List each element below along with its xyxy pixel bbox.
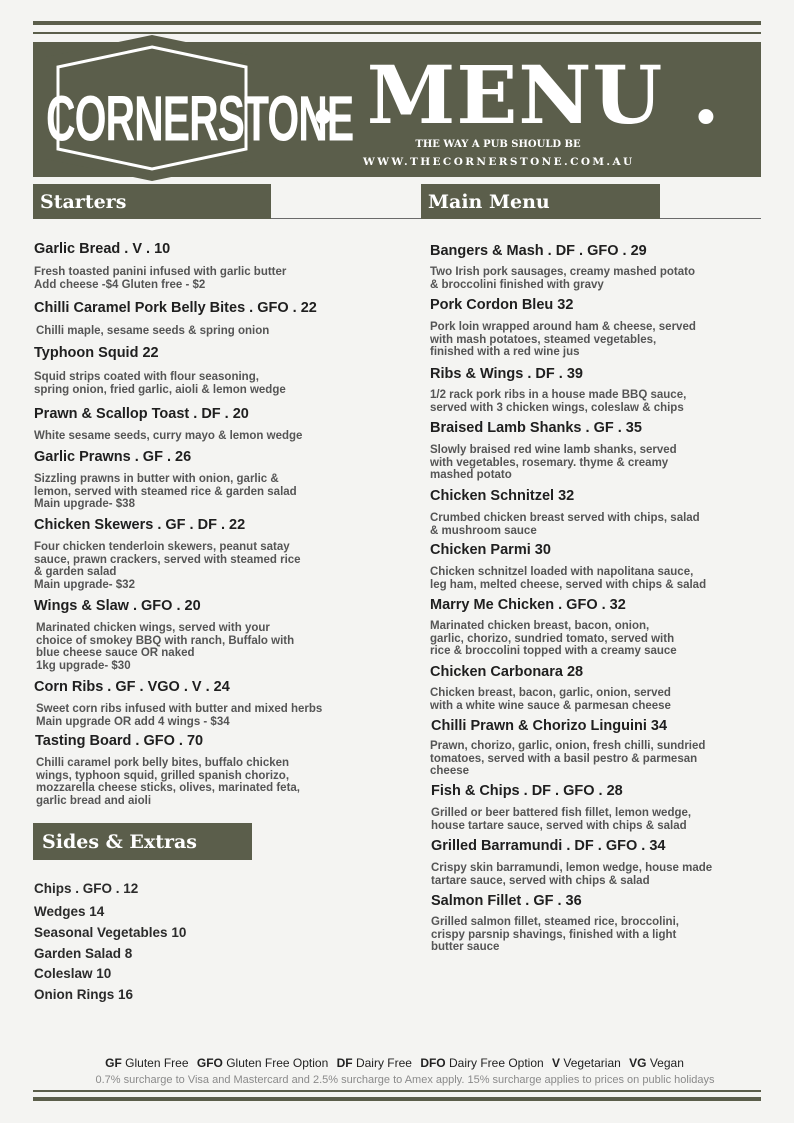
menu-item-title: Salmon Fillet . GF . 36 — [431, 893, 582, 909]
menu-item-title: Corn Ribs . GF . VGO . V . 24 — [34, 679, 230, 695]
menu-item-desc: Slowly braised red wine lamb shanks, served with vegetables, rosemary. thyme & creamy mashed potato — [430, 444, 677, 482]
section-title: Main Menu — [428, 190, 550, 213]
legend-code: GF — [105, 1056, 122, 1070]
legend-code: DF — [336, 1056, 353, 1070]
menu-item-desc: Chicken breast, bacon, garlic, onion, served with a white wine sauce & parmesan cheese — [430, 687, 671, 712]
dietary-legend — [0, 1056, 794, 1070]
menu-item-desc: Squid strips coated with flour seasoning, spring onion, fried garlic, aioli & lemon wedge — [34, 371, 286, 396]
menu-item-title: Pork Cordon Bleu 32 — [430, 297, 574, 313]
menu-item-title: Braised Lamb Shanks . GF . 35 — [430, 420, 642, 436]
menu-item-desc: White sesame seeds, curry mayo & lemon wedge — [34, 430, 303, 442]
menu-item-desc: Crumbed chicken breast served with chips, salad & mushroom sauce — [430, 512, 700, 537]
menu-item-desc: Chilli maple, sesame seeds & spring onion — [36, 325, 270, 337]
logo — [46, 35, 354, 181]
section-title: Sides & Extras — [42, 830, 197, 853]
bottom-rule-thin — [33, 1090, 761, 1092]
menu-item-title: Chicken Parmi 30 — [430, 542, 551, 558]
menu-item-title: Tasting Board . GFO . 70 — [35, 733, 204, 749]
legend-label: Gluten Free — [125, 1056, 189, 1070]
website-link[interactable]: WWW.THECORNERSTONE.COM.AU — [363, 156, 635, 168]
menu-item-title: Chicken Carbonara 28 — [430, 664, 584, 680]
menu-item-title: Garlic Bread . V . 10 — [34, 241, 171, 257]
menu-item-title: Chicken Skewers . GF . DF . 22 — [34, 517, 246, 533]
menu-item-desc: Grilled or beer battered fish fillet, lemon wedge, house tartare sauce, served with chips & salad — [431, 807, 692, 832]
menu-item-desc: Pork loin wrapped around ham & cheese, served with mash potatoes, steamed vegetables, finished with a red wine jus — [430, 321, 696, 359]
menu-item-title: Grilled Barramundi . DF . GFO . 34 — [431, 838, 666, 854]
legend-code: DFO — [420, 1056, 446, 1070]
menu-item-title: Wings & Slaw . GFO . 20 — [34, 598, 201, 614]
menu-item-title: Garlic Prawns . GF . 26 — [34, 449, 192, 465]
side-item: Garden Salad 8 — [34, 946, 133, 961]
legend-label: Dairy Free Option — [449, 1056, 544, 1070]
menu-item-title: Ribs & Wings . DF . 39 — [430, 366, 583, 382]
top-rule-thin — [33, 32, 761, 34]
menu-item-desc: Grilled salmon fillet, steamed rice, broccolini, crispy parsnip shavings, finished with a light butter sauce — [431, 916, 679, 954]
bottom-rule-thick — [33, 1097, 761, 1101]
legend-label: Vegetarian — [563, 1056, 621, 1070]
menu-item-title: Chicken Schnitzel 32 — [430, 488, 575, 504]
menu-item-title: Fish & Chips . DF . GFO . 28 — [431, 783, 623, 799]
menu-item-desc: Sweet corn ribs infused with butter and mixed herbs Main upgrade OR add 4 wings - $34 — [36, 703, 323, 728]
menu-item-desc: Four chicken tenderloin skewers, peanut satay sauce, prawn crackers, served with steamed rice & garden salad Main upgrade- $32 — [34, 541, 301, 591]
side-item: Onion Rings 16 — [34, 987, 134, 1002]
section-title: Starters — [40, 190, 127, 213]
side-item: Coleslaw 10 — [34, 966, 112, 981]
section-header-sides — [33, 823, 252, 860]
side-item: Seasonal Vegetables 10 — [34, 925, 187, 940]
menu-item-desc: Chicken schnitzel loaded with napolitana sauce, leg ham, melted cheese, served with chips & salad — [430, 566, 707, 591]
section-rule-starters — [271, 218, 421, 219]
legend-label: Vegan — [649, 1056, 684, 1070]
menu-item-desc: Marinated chicken wings, served with your choice of smokey BBQ with ranch, Buffalo with blue cheese sauce OR naked 1kg upgrade- $30 — [36, 622, 295, 672]
menu-title: . MENU . — [309, 48, 721, 142]
menu-item-desc: Marinated chicken breast, bacon, onion, garlic, chorizo, sundried tomato, served with rice & broccolini topped with a creamy sauce — [430, 620, 677, 658]
menu-item-title: Marry Me Chicken . GFO . 32 — [430, 597, 626, 613]
legend-label: Dairy Free — [355, 1056, 412, 1070]
menu-item-title: Typhoon Squid 22 — [34, 345, 159, 361]
logo-wordmark: CORNERSTONE — [46, 83, 354, 155]
menu-item-desc: Sizzling prawns in butter with onion, garlic & lemon, served with steamed rice & garden salad Main upgrade- $38 — [34, 473, 297, 511]
menu-item-desc: Fresh toasted panini infused with garlic butter Add cheese -$4 Gluten free - $2 — [34, 266, 287, 291]
side-item: Wedges 14 — [34, 904, 105, 919]
section-header-starters — [33, 184, 271, 219]
tagline: THE WAY A PUB SHOULD BE — [415, 139, 581, 150]
section-header-main-menu — [421, 184, 660, 219]
legend-label: Gluten Free Option — [226, 1056, 329, 1070]
surcharge-note: 0.7% surcharge to Visa and Mastercard and 2.5% surcharge to Amex apply. 15% surcharge applies to prices on public holidays — [95, 1074, 715, 1086]
legend-code: V — [552, 1056, 561, 1070]
menu-item-title: Chilli Caramel Pork Belly Bites . GFO . 22 — [34, 300, 317, 316]
top-rule-thick — [33, 21, 761, 25]
legend-code: GFO — [196, 1056, 223, 1070]
menu-item-desc: 1/2 rack pork ribs in a house made BBQ sauce, served with 3 chicken wings, coleslaw & chips — [430, 389, 687, 414]
menu-item-desc: Prawn, chorizo, garlic, onion, fresh chilli, sundried tomatoes, served with a basil pestro & parmesan cheese — [430, 740, 706, 778]
menu-item-title: Bangers & Mash . DF . GFO . 29 — [430, 243, 647, 259]
section-rule-main — [660, 218, 761, 219]
menu-item-title: Chilli Prawn & Chorizo Linguini 34 — [431, 718, 668, 734]
side-item: Chips . GFO . 12 — [34, 881, 139, 896]
legend-code: VG — [629, 1056, 647, 1070]
menu-item-desc: Chilli caramel pork belly bites, buffalo chicken wings, typhoon squid, grilled spanish chorizo, mozzarella cheese sticks, olives, marinated feta, garlic bread and aioli — [36, 757, 300, 807]
menu-item-desc: Crispy skin barramundi, lemon wedge, house made tartare sauce, served with chips & salad — [431, 862, 713, 887]
menu-item-title: Prawn & Scallop Toast . DF . 20 — [34, 406, 249, 422]
menu-item-desc: Two Irish pork sausages, creamy mashed potato & broccolini finished with gravy — [430, 266, 696, 291]
